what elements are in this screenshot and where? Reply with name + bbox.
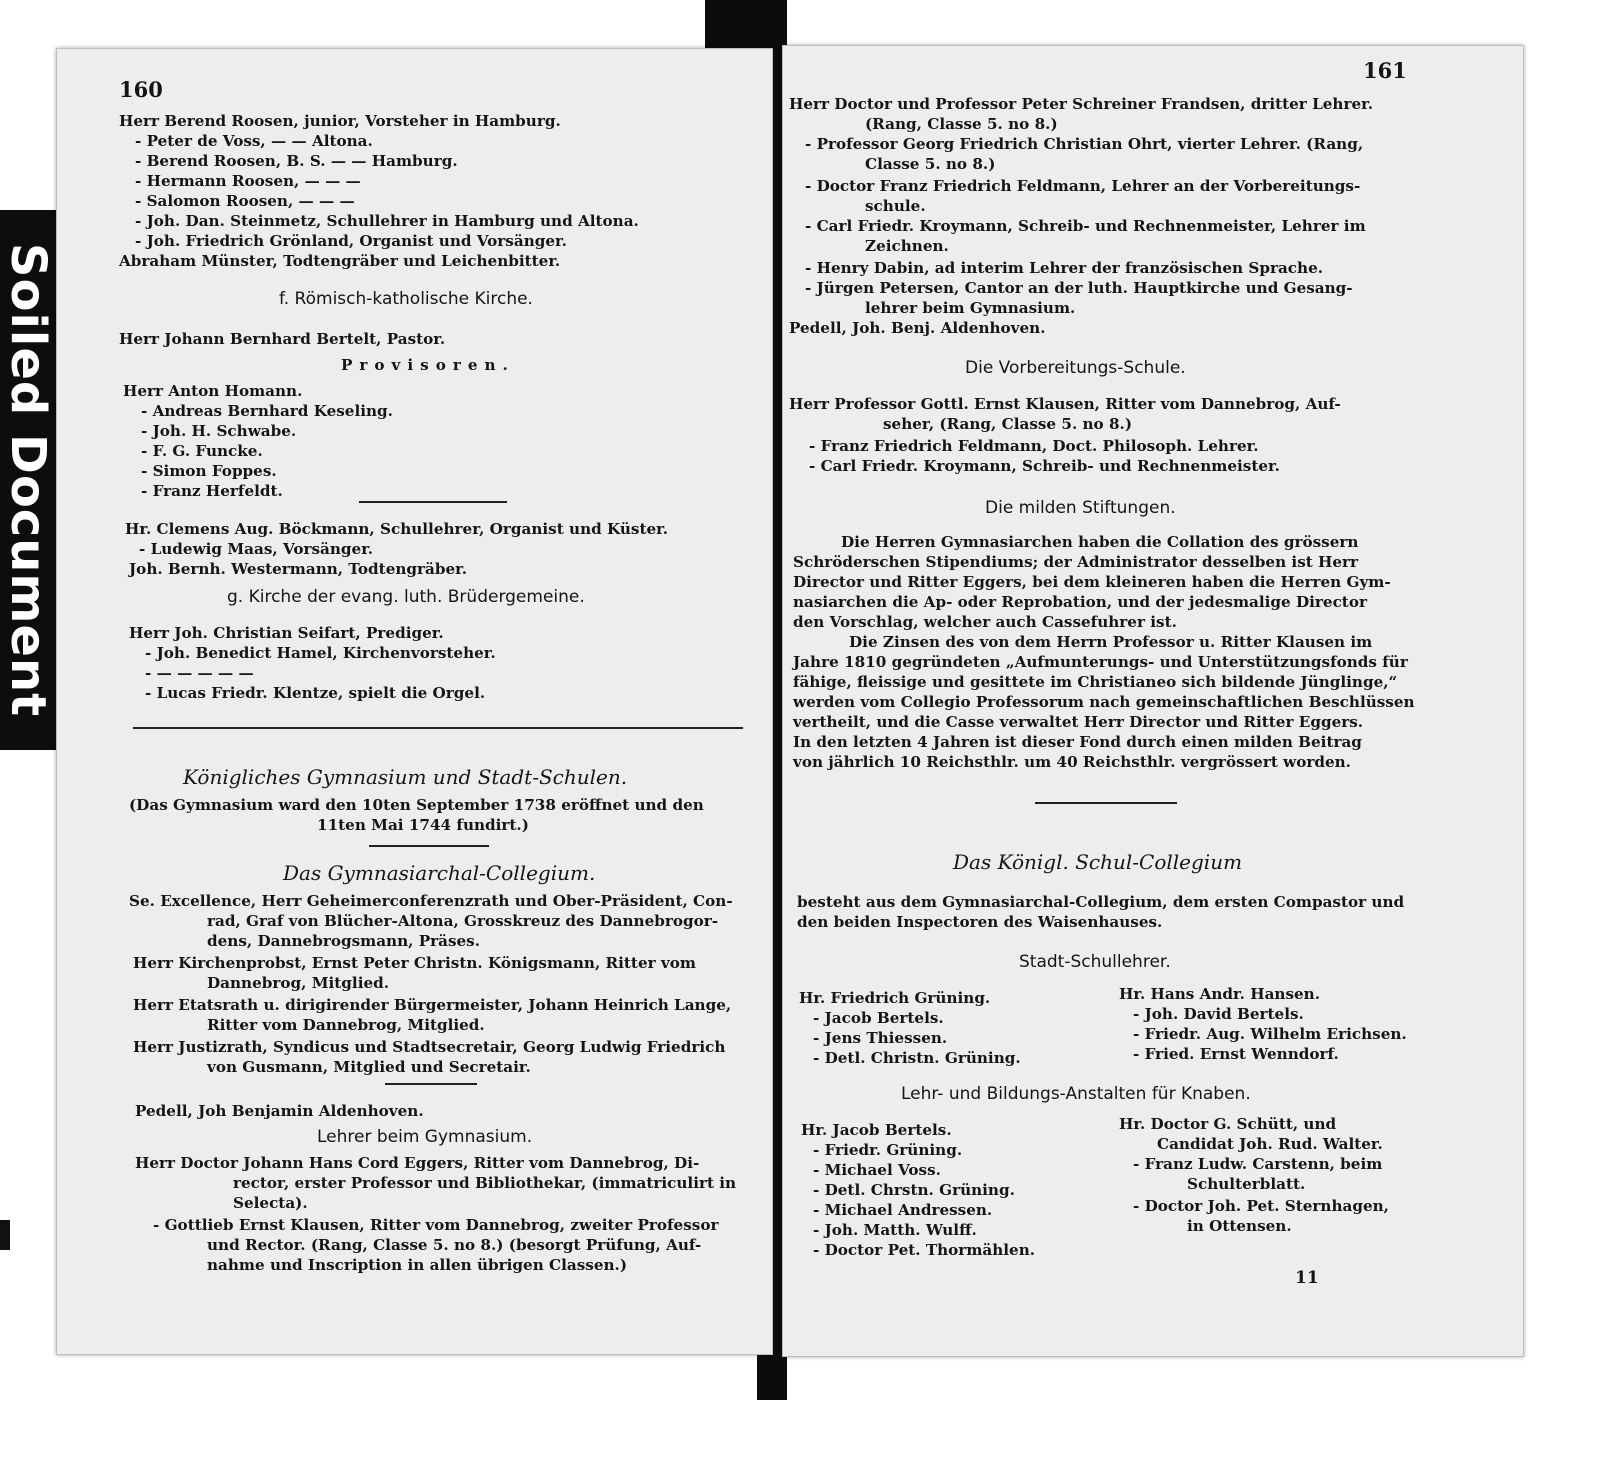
side-label: Soiled Document [0,242,56,718]
edge-mark [0,1220,10,1250]
text-line: Hr. Doctor G. Schütt, und [1119,1115,1337,1133]
text-line: (Das Gymnasium ward den 10ten September 1738 eröffnet und den [129,796,704,814]
divider [385,1083,477,1085]
text-line: Hr. Hans Andr. Hansen. [1119,985,1321,1003]
text-line: - Joh. H. Schwabe. [141,422,297,440]
section-heading: Lehr- und Bildungs-Anstalten für Knaben. [901,1084,1251,1104]
text-line: Herr Johann Bernhard Bertelt, Pastor. [119,330,446,348]
section-heading: Die Vorbereitungs-Schule. [965,358,1186,378]
text-line: - Friedr. Aug. Wilhelm Erichsen. [1133,1025,1407,1043]
text-line: - Friedr. Grüning. [813,1141,963,1159]
text-line: Dannebrog, Mitglied. [207,974,390,992]
text-line: - Michael Voss. [813,1161,941,1179]
text-line: Zeichnen. [865,237,949,255]
text-line: den beiden Inspectoren des Waisenhauses. [797,913,1163,931]
text-line: Hr. Jacob Bertels. [801,1121,952,1139]
text-line: - Franz Ludw. Carstenn, beim [1133,1155,1383,1173]
text-line: lehrer beim Gymnasium. [865,299,1076,317]
divider [359,501,507,503]
text-line: - Berend Roosen, B. S. — — Hamburg. [135,152,458,170]
text-line: vertheilt, und die Casse verwaltet Herr Director und Ritter Eggers. [793,713,1364,731]
divider [1035,802,1177,804]
text-line: - Joh. Matth. Wulff. [813,1221,977,1239]
text-line: Herr Etatsrath u. dirigirender Bürgermeister, Johann Heinrich Lange, [133,996,732,1014]
text-line: Herr Berend Roosen, junior, Vorsteher in Hamburg. [119,112,561,130]
text-line: Herr Kirchenprobst, Ernst Peter Christn. Königsmann, Ritter vom [133,954,696,972]
text-line: - Franz Herfeldt. [141,482,283,500]
text-line: Selecta). [233,1194,308,1212]
text-line: - Joh. David Bertels. [1133,1005,1304,1023]
signature-mark: 11 [1295,1268,1319,1288]
text-line: - F. G. Funcke. [141,442,263,460]
text-line: - Lucas Friedr. Klentze, spielt die Orgel. [145,684,486,702]
text-line: werden vom Collegio Professorum nach gemeinschaftlichen Beschlüssen [793,693,1415,711]
text-line: - Detl. Christn. Grüning. [813,1049,1021,1067]
text-line: Jahre 1810 gegründeten „Aufmunterungs- und Unterstützungsfonds für [793,653,1408,671]
text-line: Joh. Bernh. Westermann, Todtengräber. [129,560,468,578]
text-line: - Carl Friedr. Kroymann, Schreib- und Rechnenmeister. [809,457,1280,475]
text-line: Candidat Joh. Rud. Walter. [1157,1135,1383,1153]
left-page [56,48,773,1355]
text-line: Die Herren Gymnasiarchen haben die Collation des grössern [841,533,1359,551]
text-line: - Jens Thiessen. [813,1029,948,1047]
text-line: - Professor Georg Friedrich Christian Ohrt, vierter Lehrer. (Rang, [805,135,1364,153]
text-line: - Salomon Roosen, — — — [135,192,355,210]
text-line: nasiarchen die Ap- oder Reprobation, und der jedesmalige Director [793,593,1367,611]
binding-top [705,0,757,48]
text-line: - Hermann Roosen, — — — [135,172,361,190]
text-line: fähige, fleissige und gesittete im Christianeo sich bildende Jünglinge,“ [793,673,1398,691]
text-line: den Vorschlag, welcher auch Cassefuhrer ist. [793,613,1177,631]
text-line: - Ludewig Maas, Vorsänger. [139,540,374,558]
page-number: 161 [1363,58,1407,83]
text-line: 11ten Mai 1744 fundirt.) [317,816,529,834]
text-line: Hr. Friedrich Grüning. [799,989,991,1007]
text-line: Herr Justizrath, Syndicus und Stadtsecretair, Georg Ludwig Friedrich [133,1038,726,1056]
text-line: - — — — — — [145,664,254,682]
text-line: Herr Doctor Johann Hans Cord Eggers, Ritter vom Dannebrog, Di- [135,1154,700,1172]
section-heading: Das Gymnasiarchal-Collegium. [283,861,596,885]
text-line: - Joh. Dan. Steinmetz, Schullehrer in Hamburg und Altona. [135,212,639,230]
text-line: - Joh. Benedict Hamel, Kirchenvorsteher. [145,644,496,662]
text-line: von jährlich 10 Reichsthlr. um 40 Reichsthlr. vergrössert worden. [793,753,1351,771]
text-line: - Gottlieb Ernst Klausen, Ritter vom Dannebrog, zweiter Professor [153,1216,719,1234]
text-line: - Peter de Voss, — — Altona. [135,132,373,150]
text-line: - Jürgen Petersen, Cantor an der luth. Hauptkirche und Gesang- [805,279,1353,297]
text-line: Pedell, Joh. Benj. Aldenhoven. [789,319,1046,337]
text-line: - Joh. Friedrich Grönland, Organist und Vorsänger. [135,232,567,250]
text-line: besteht aus dem Gymnasiarchal-Collegium, dem ersten Compastor und [797,893,1405,911]
text-line: - Fried. Ernst Wenndorf. [1133,1045,1339,1063]
divider [369,845,489,847]
text-line: Ritter vom Dannebrog, Mitglied. [207,1016,485,1034]
text-line: rector, erster Professor und Bibliothekar, (immatriculirt in [233,1174,737,1192]
text-line: Schröderschen Stipendiums; der Administrator desselben ist Herr [793,553,1359,571]
section-heading: g. Kirche der evang. luth. Brüdergemeine. [227,587,585,607]
section-heading: Königliches Gymnasium und Stadt-Schulen. [183,765,628,789]
text-line: von Gusmann, Mitglied und Secretair. [207,1058,531,1076]
text-line: rad, Graf von Blücher-Altona, Grosskreuz des Dannebrogor- [207,912,719,930]
text-line: - Simon Foppes. [141,462,277,480]
text-line: dens, Dannebrogsmann, Präses. [207,932,481,950]
text-line: Herr Joh. Christian Seifart, Prediger. [129,624,444,642]
text-line: Abraham Münster, Todtengräber und Leichenbitter. [119,252,561,270]
text-line: - Doctor Pet. Thormählen. [813,1241,1036,1259]
section-heading: Die milden Stiftungen. [985,498,1176,518]
text-line: Pedell, Joh Benjamin Aldenhoven. [135,1102,424,1120]
text-line: in Ottensen. [1187,1217,1292,1235]
text-line: - Andreas Bernhard Keseling. [141,402,393,420]
text-line: seher, (Rang, Classe 5. no 8.) [883,415,1133,433]
section-heading: Das Königl. Schul-Collegium [953,850,1243,874]
text-line: und Rector. (Rang, Classe 5. no 8.) (besorgt Prüfung, Auf- [207,1236,702,1254]
text-line: Hr. Clemens Aug. Böckmann, Schullehrer, Organist und Küster. [125,520,669,538]
text-line: - Michael Andressen. [813,1201,993,1219]
text-line: Die Zinsen des von dem Herrn Professor u. Ritter Klausen im [849,633,1373,651]
subheading: Provisoren. [341,356,515,374]
right-page [782,45,1524,1357]
text-line: Classe 5. no 8.) [865,155,996,173]
text-line: - Doctor Joh. Pet. Sternhagen, [1133,1197,1389,1215]
text-line: - Doctor Franz Friedrich Feldmann, Lehrer an der Vorbereitungs- [805,177,1361,195]
side-label-tab [0,210,56,750]
text-line: Director und Ritter Eggers, bei dem kleineren haben die Herren Gym- [793,573,1391,591]
text-line: - Henry Dabin, ad interim Lehrer der französischen Sprache. [805,259,1324,277]
text-line: Se. Excellence, Herr Geheimerconferenzrath und Ober-Präsident, Con- [129,892,733,910]
text-line: In den letzten 4 Jahren ist dieser Fond durch einen milden Beitrag [793,733,1362,751]
text-line: nahme und Inscription in allen übrigen Classen.) [207,1256,628,1274]
text-line: - Jacob Bertels. [813,1009,944,1027]
text-line: - Carl Friedr. Kroymann, Schreib- und Rechnenmeister, Lehrer im [805,217,1366,235]
text-line: Herr Anton Homann. [123,382,303,400]
page-number: 160 [119,77,163,102]
text-line: Herr Professor Gottl. Ernst Klausen, Ritter vom Dannebrog, Auf- [789,395,1341,413]
section-heading: Lehrer beim Gymnasium. [317,1127,533,1147]
section-heading: f. Römisch-katholische Kirche. [279,289,533,309]
section-heading: Stadt-Schullehrer. [1019,952,1171,972]
text-line: Schulterblatt. [1187,1175,1306,1193]
text-line: schule. [865,197,926,215]
text-line: (Rang, Classe 5. no 8.) [865,115,1058,133]
text-line: - Franz Friedrich Feldmann, Doct. Philosoph. Lehrer. [809,437,1259,455]
text-line: - Detl. Chrstn. Grüning. [813,1181,1015,1199]
text-line: Herr Doctor und Professor Peter Schreiner Frandsen, dritter Lehrer. [789,95,1374,113]
divider [133,727,743,729]
